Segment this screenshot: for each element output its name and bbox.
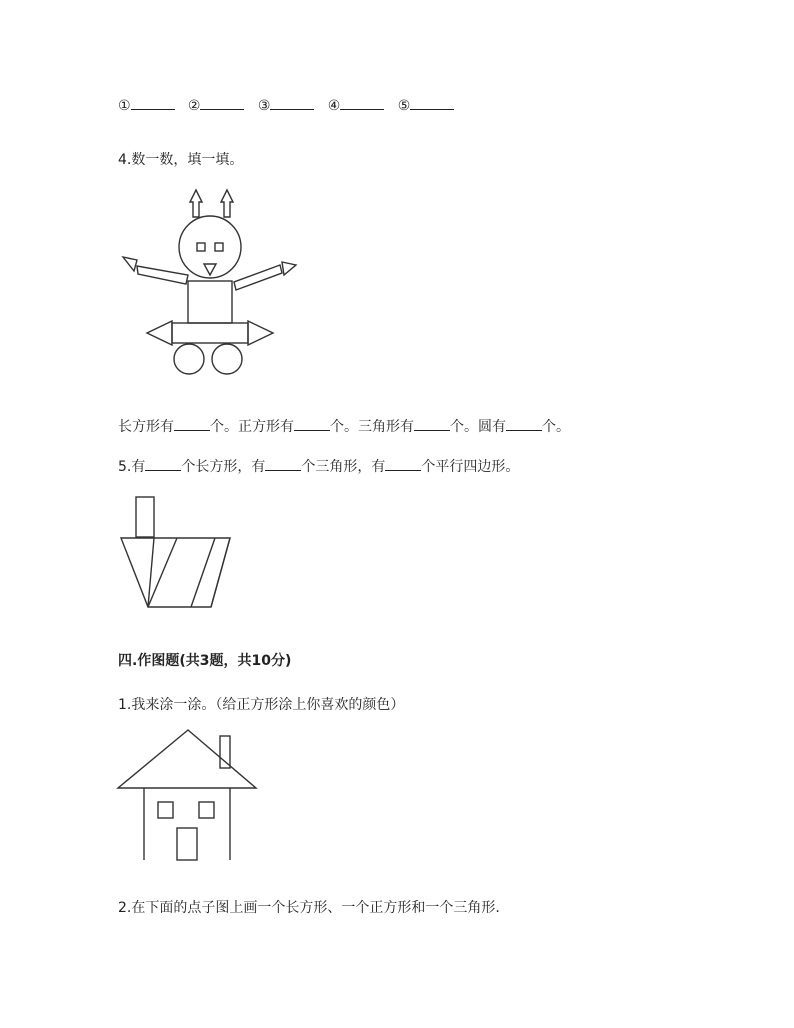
- q4-tri-label: 三角形有: [358, 419, 414, 435]
- answer-label-3: ③: [257, 98, 271, 114]
- q5-blank-rect[interactable]: [145, 455, 181, 471]
- section4-title: 四.作图题(共3题，共10分): [118, 653, 292, 669]
- q4-fill-line: [118, 415, 570, 437]
- robot-figure: [118, 185, 318, 385]
- boat-figure: [118, 492, 238, 612]
- answer-label-4: ④: [327, 98, 341, 114]
- q4-square-label: 正方形有: [238, 419, 294, 435]
- q4-rect-blank[interactable]: [174, 415, 210, 431]
- q5-blank-para[interactable]: [385, 455, 421, 471]
- q5-blank-tri[interactable]: [265, 455, 301, 471]
- answer-label-5: ⑤: [397, 98, 411, 114]
- q5-part-3: 个三角形，有: [301, 459, 386, 475]
- q5-part-2: 个长方形，有: [181, 459, 266, 475]
- answer-blank-2[interactable]: [200, 94, 244, 110]
- answer-label-2: ②: [187, 98, 201, 114]
- answer-blank-5[interactable]: [410, 94, 454, 110]
- answer-blank-1[interactable]: [131, 94, 175, 110]
- answer-label-1: ①: [118, 98, 131, 114]
- q5-part-1: 5.有: [118, 459, 146, 475]
- section4-q1: 1.我来涂一涂。（给正方形涂上你喜欢的颜色）: [118, 697, 405, 713]
- house-figure: [118, 728, 258, 863]
- q4-tri-blank[interactable]: [414, 415, 450, 431]
- q4-prompt: 4.数一数，填一填。: [118, 152, 244, 168]
- q4-circle-label: 圆有: [478, 419, 506, 435]
- q5-line: [118, 455, 519, 477]
- q4-unit-2: 个。: [330, 419, 358, 435]
- q5-part-4: 个平行四边形。: [421, 459, 520, 475]
- q4-unit-1: 个。: [210, 419, 238, 435]
- q4-unit-3: 个。: [450, 419, 478, 435]
- answer-blanks-row: [118, 94, 454, 116]
- q4-unit-4: 个。: [542, 419, 570, 435]
- q4-square-blank[interactable]: [294, 415, 330, 431]
- section4-q2: 2.在下面的点子图上画一个长方形、一个正方形和一个三角形.: [118, 900, 500, 916]
- answer-blank-4[interactable]: [340, 94, 384, 110]
- answer-blank-3[interactable]: [270, 94, 314, 110]
- q4-rect-label: 长方形有: [118, 419, 174, 435]
- q4-circle-blank[interactable]: [506, 415, 542, 431]
